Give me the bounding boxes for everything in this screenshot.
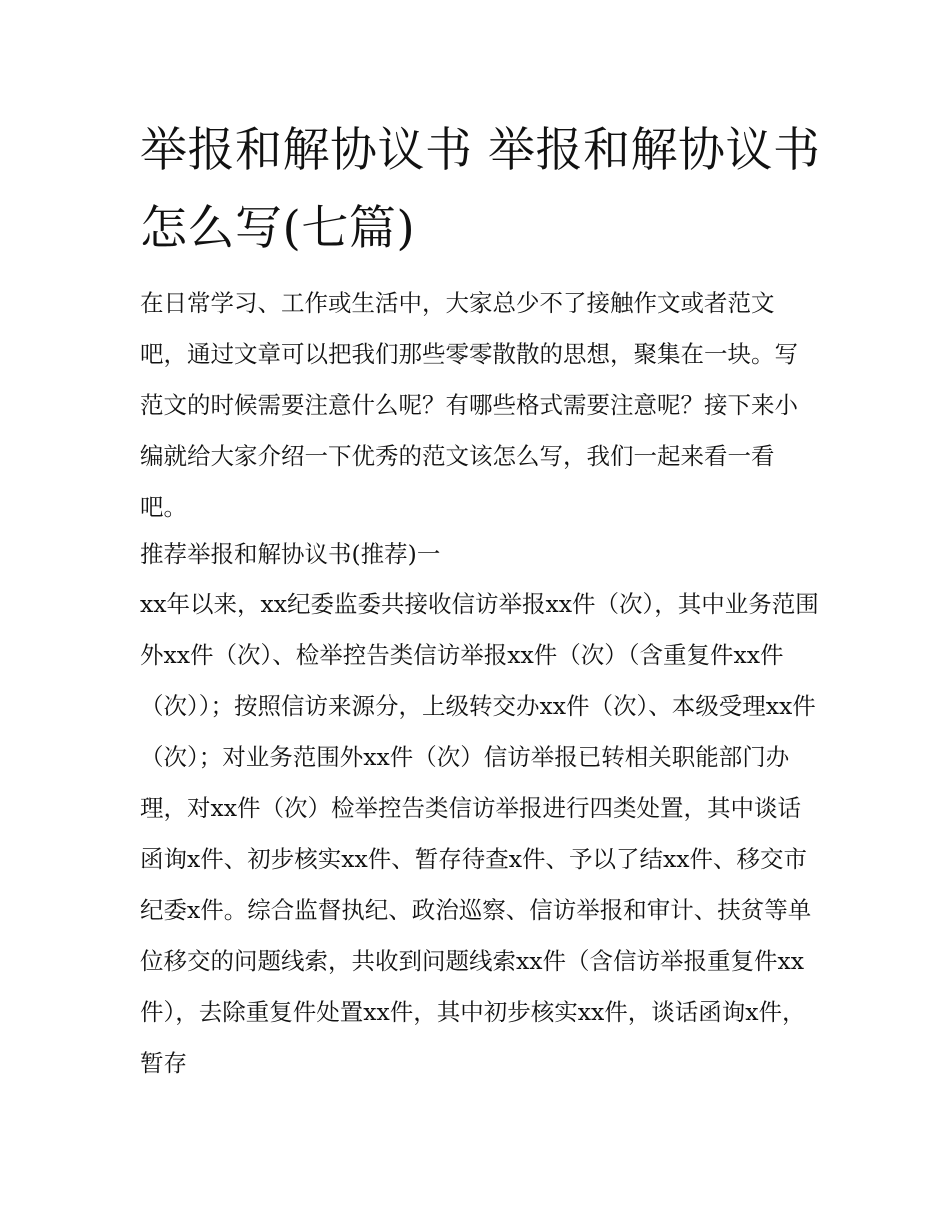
section-heading: 推荐举报和解协议书(推荐)一 xyxy=(140,540,441,568)
body-paragraph: xx年以来，xx纪委监委共接收信访举报xx件（次），其中业务范围外xx件（次）、检举控告类信访举报xx件（次）（含重复件xx件（次））；按照信访来源分，上级转交办xx件（次）、本级受理xx件（次）；对业务范围外xx件（次）信访举报已转相关职能部门办理，对xx件（次）检举控告类信访举报进行四类处置，其中谈话函询x件、初步核实xx件、暂存待查x件、予以了结xx件、移交市纪委x件。综合监督执纪、政治巡察、信访举报和审计、扶贫等单位移交的问题线索，共收到问题线索xx件（含信访举报重复件xx件），去除重复件处置xx件，其中初步核实xx件，谈话函询x件，暂存 xyxy=(140,590,819,1077)
intro-paragraph: 在日常学习、工作或生活中，大家总少不了接触作文或者范文吧，通过文章可以把我们那些零零散散的思想，聚集在一块。写范文的时候需要注意什么呢？有哪些格式需要注意呢？接下来小编就给大家介绍一下优秀的范文该怎么写，我们一起来看一看吧。 xyxy=(140,289,798,521)
document-title: 举报和解协议书 举报和解协议书怎么写(七篇) xyxy=(140,123,821,256)
